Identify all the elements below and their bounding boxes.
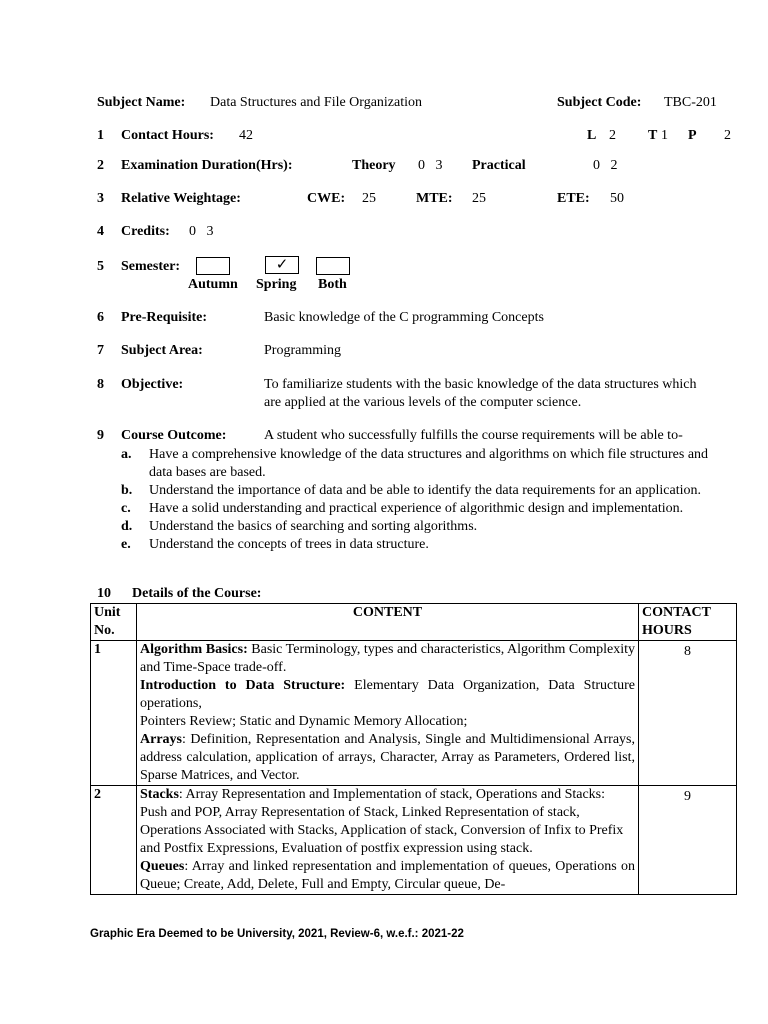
- ete-value: 50: [610, 191, 624, 206]
- t-value: 1: [661, 128, 668, 143]
- objective-value: To familiarize students with the basic knowledge of the data structures which are applied at the various levels of the computer science.: [264, 377, 697, 410]
- credits-label: Credits:: [121, 224, 170, 239]
- course-outcome-label: Course Outcome:: [121, 428, 227, 443]
- l-label: L: [587, 128, 597, 143]
- pre-requisite-label: Pre-Requisite:: [121, 310, 208, 325]
- list-item: e. Understand the concepts of trees in data structure.: [121, 537, 429, 552]
- row-number: 10: [97, 586, 111, 601]
- both-label: Both: [318, 277, 347, 292]
- relative-weightage-label: Relative Weightage:: [121, 191, 241, 206]
- exam-duration-label: Examination Duration(Hrs):: [121, 158, 293, 173]
- subject-code-label: Subject Code:: [557, 95, 642, 110]
- practical-label: Practical: [472, 158, 526, 173]
- p-value: 2: [724, 128, 731, 143]
- list-item: b. Understand the importance of data and be able to identify the data requirements for an application.: [121, 483, 702, 498]
- theory-value: 0 3: [418, 158, 443, 173]
- spring-checkbox[interactable]: [265, 256, 299, 274]
- row-number: 8: [97, 377, 104, 392]
- row-number: 5: [97, 259, 104, 274]
- autumn-checkbox[interactable]: [196, 257, 230, 275]
- row-number: 7: [97, 343, 104, 358]
- course-details-label: Details of the Course:: [132, 586, 262, 601]
- course-details-table: [90, 603, 737, 895]
- autumn-label: Autumn: [188, 277, 238, 292]
- list-item: d. Understand the basics of searching and sorting algorithms.: [121, 519, 478, 534]
- t-label: T: [648, 128, 658, 143]
- course-outcome-list: [121, 446, 731, 554]
- mte-label: MTE:: [416, 191, 453, 206]
- cwe-value: 25: [362, 191, 376, 206]
- unit-header: Unit No.: [91, 604, 137, 641]
- row-number: 6: [97, 310, 104, 325]
- unit-number: 2: [91, 786, 137, 895]
- spring-label: Spring: [256, 277, 297, 292]
- table-row: [91, 641, 737, 786]
- list-item: a. Have a comprehensive knowledge of the data structures and algorithms on which file structures and data bases are based.: [121, 447, 709, 480]
- unit-number: 1: [91, 641, 137, 786]
- objective-label: Objective:: [121, 377, 184, 392]
- credits-value: 0 3: [189, 224, 214, 239]
- row-number: 3: [97, 191, 104, 206]
- both-checkbox[interactable]: [316, 257, 350, 275]
- contact-hours-value: 42: [239, 128, 253, 143]
- table-header-row: [91, 604, 737, 641]
- content-header: CONTENT: [137, 604, 639, 641]
- contact-hours-label: Contact Hours:: [121, 128, 214, 143]
- subject-area-value: Programming: [264, 343, 341, 358]
- semester-label: Semester:: [121, 259, 181, 274]
- l-value: 2: [609, 128, 616, 143]
- practical-value: 0 2: [593, 158, 618, 173]
- contact-hours-cell: 8: [639, 641, 737, 786]
- subject-code: TBC-201: [664, 95, 717, 110]
- theory-label: Theory: [352, 158, 396, 173]
- check-icon: ✓: [275, 257, 289, 273]
- row-number: 4: [97, 224, 104, 239]
- row-number: 2: [97, 158, 104, 173]
- subject-name: Data Structures and File Organization: [210, 95, 423, 110]
- table-row: [91, 786, 737, 895]
- contact-hours-cell: 9: [639, 786, 737, 895]
- subject-area-label: Subject Area:: [121, 343, 203, 358]
- p-label: P: [688, 128, 697, 143]
- ete-label: ETE:: [557, 191, 590, 206]
- subject-name-label: Subject Name:: [97, 95, 186, 110]
- row-number: 1: [97, 128, 104, 143]
- unit-content: Stacks: Array Representation and Implementation of stack, Operations and Stacks: Push and POP, Array Representation of Stack, Linked Representation of stack, Operations Associated with Stacks, Application of stack, Conversion of Infix to Prefix and Postfix Expressions, Evaluation of postfix expression using stack. Queues: Array and linked representation and implementation of queues, Operations on Queue; Create, Add, Delete, Full and Empty, Circular queue, De-: [137, 786, 639, 895]
- list-item: c. Have a solid understanding and practical experience of algorithmic design and implementation.: [121, 501, 684, 516]
- pre-requisite-value: Basic knowledge of the C programming Concepts: [264, 310, 544, 325]
- cwe-label: CWE:: [307, 191, 346, 206]
- row-number: 9: [97, 428, 104, 443]
- mte-value: 25: [472, 191, 486, 206]
- page-footer: Graphic Era Deemed to be University, 2021, Review-6, w.e.f.: 2021-22: [90, 928, 464, 940]
- unit-content: Algorithm Basics: Basic Terminology, types and characteristics, Algorithm Complexity and Time-Space trade-off. Introduction to Data Structure: Elementary Data Organization, Data Structure operations, Pointers Review; Static and Dynamic Memory Allocation; Arrays: Definition, Representation and Analysis, Single and Multidimensional Arrays, address calculation, application of arrays, Character, Array as Parameters, Ordered list, Sparse Matrices, and Vector.: [137, 641, 639, 786]
- course-outcome-intro: A student who successfully fulfills the course requirements will be able to-: [264, 428, 683, 443]
- hours-header: CONTACT HOURS: [639, 604, 737, 641]
